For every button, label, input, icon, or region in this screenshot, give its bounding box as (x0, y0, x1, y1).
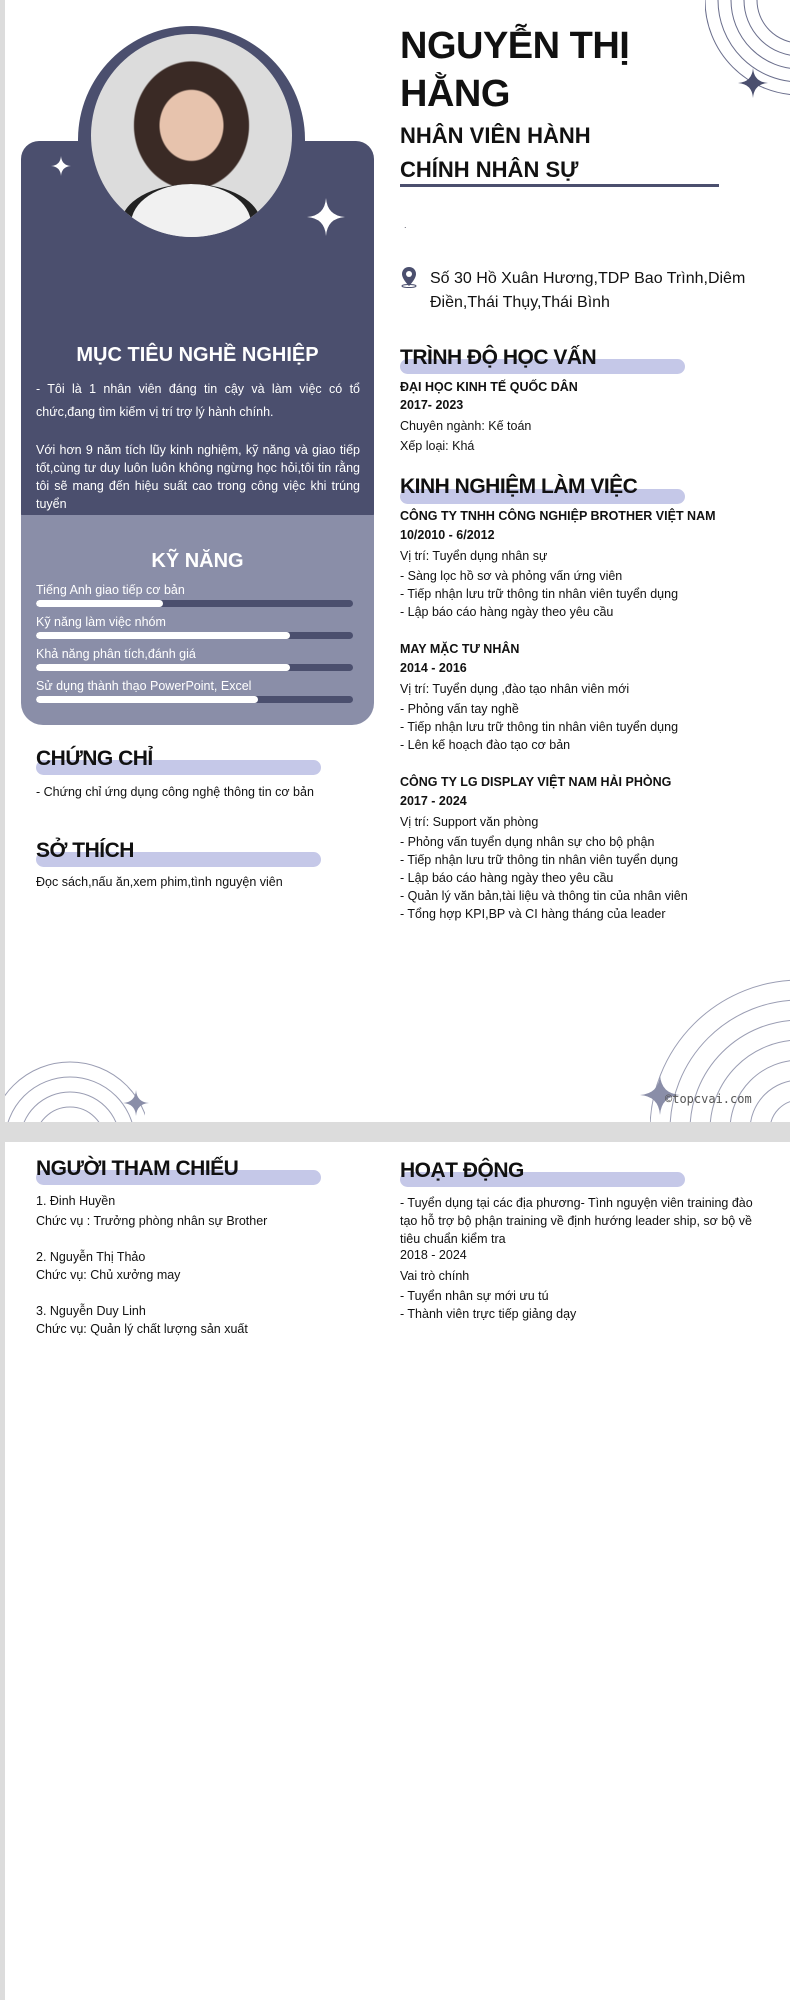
education-major: Chuyên ngành: Kế toán (400, 419, 532, 433)
activities-heading: HOẠT ĐỘNG (400, 1159, 524, 1182)
sparkle-star-icon (123, 1090, 149, 1116)
address-line: Điền,Thái Thụy,Thái Bình (430, 294, 610, 311)
profile-photo (91, 34, 292, 237)
activity-description: - Tuyển dụng tại các địa phương- Tình nguyện viên training đào tạo hỗ trợ bộ phận training về định hướng leader ship, sơ bộ về tiêu chuẩn kiểm tra (400, 1196, 753, 1246)
sparkle-star-icon (738, 68, 768, 98)
job-company: MAY MẶC TƯ NHÂN (400, 642, 520, 656)
skill-bar (36, 696, 353, 703)
activity-item: - Thành viên trực tiếp giảng dạy (400, 1307, 577, 1321)
title-line: NHÂN VIÊN HÀNH (400, 123, 591, 148)
job-period: 10/2010 - 6/2012 (400, 528, 495, 542)
full-name (400, 22, 629, 118)
skills-heading: KỸ NĂNG (151, 550, 244, 572)
reference-position: Chức vụ : Trưởng phòng nhân sự Brother (36, 1214, 268, 1228)
watermark: ©topcvai.com (665, 1092, 752, 1106)
job-duty: - Lập báo cáo hàng ngày theo yêu cầu (400, 605, 614, 619)
job-role: Vị trí: Tuyển dụng nhân sự (400, 549, 548, 563)
activity-role: Vai trò chính (400, 1269, 470, 1283)
objective-heading: MỤC TIÊU NGHỀ NGHIỆP (76, 344, 319, 366)
certificates-heading: CHỨNG CHỈ (36, 747, 153, 770)
job-duty: - Tiếp nhận lưu trữ thông tin nhân viên tuyển dụng (400, 587, 679, 601)
location-pin-icon (400, 266, 418, 288)
title-underline (400, 184, 719, 187)
contact-dot: . (404, 220, 407, 230)
school-name: ĐẠI HỌC KINH TẾ QUỐC DÂN (400, 380, 578, 394)
job-duty: - Phỏng vấn tuyển dụng nhân sự cho bộ phận (400, 835, 655, 849)
job-company: CÔNG TY LG DISPLAY VIỆT NAM HẢI PHÒNG (400, 775, 672, 789)
name-line: NGUYỄN THỊ (400, 25, 630, 67)
skill-bar (36, 600, 353, 607)
title-line: CHÍNH NHÂN SỰ (400, 157, 579, 182)
address (430, 267, 745, 315)
certificate-item: - Chứng chỉ ứng dụng công nghệ thông tin cơ bản (36, 785, 314, 799)
job-duty: - Lập báo cáo hàng ngày theo yêu cầu (400, 871, 614, 885)
activity-years: 2018 - 2024 (400, 1248, 467, 1262)
skill-label: Tiếng Anh giao tiếp cơ bản (36, 583, 185, 597)
skill-label: Kỹ năng làm việc nhóm (36, 615, 166, 629)
job-company: CÔNG TY TNHH CÔNG NGHIỆP BROTHER VIỆT NAM (400, 509, 716, 523)
job-duty: - Tiếp nhận lưu trữ thông tin nhân viên tuyển dụng (400, 720, 679, 734)
hobbies-heading: SỞ THÍCH (36, 839, 134, 862)
job-duty: - Quản lý văn bản,tài liệu và thông tin của nhân viên (400, 889, 688, 903)
sparkle-star-icon (307, 198, 345, 236)
job-duty: - Sàng lọc hồ sơ và phỏng vấn ứng viên (400, 569, 623, 583)
reference-name: 2. Nguyễn Thị Thảo (36, 1250, 146, 1264)
activity-item: - Tuyển nhân sự mới ưu tú (400, 1289, 549, 1303)
education-years: 2017- 2023 (400, 398, 464, 412)
reference-position: Chức vụ: Quản lý chất lượng sản xuất (36, 1322, 248, 1336)
job-duty: - Tiếp nhận lưu trữ thông tin nhân viên tuyển dụng (400, 853, 679, 867)
skill-bar (36, 664, 353, 671)
objective-paragraph-2: Với hơn 9 năm tích lũy kinh nghiệm, kỹ năng và giao tiếp tốt,cùng tư duy luôn luôn không ngừng học hỏi,tôi tin rằng tôi sẽ mang đến hiệu suất cao trong công việc khi trúng tuyển (36, 443, 360, 511)
sparkle-star-icon (51, 156, 71, 176)
job-duty: - Lên kế hoạch đào tạo cơ bản (400, 738, 571, 752)
cv-page-2 (5, 1142, 790, 2000)
address-line: Số 30 Hồ Xuân Hương,TDP Bao Trình,Diêm (430, 270, 746, 287)
objective-paragraph-1: - Tôi là 1 nhân viên đáng tin cậy và làm việc có tổ chức,đang tìm kiếm vị trí trợ lý hành chính. (36, 382, 360, 419)
reference-name: 1. Đinh Huyền (36, 1194, 116, 1208)
job-duty: - Tổng hợp KPI,BP và CI hàng tháng của leader (400, 907, 666, 921)
skill-label: Sử dụng thành thạo PowerPoint, Excel (36, 679, 252, 693)
cv-page-1 (5, 0, 790, 1122)
name-line: HẰNG (400, 73, 510, 115)
skill-bar (36, 632, 353, 639)
education-heading: TRÌNH ĐỘ HỌC VẤN (400, 346, 597, 369)
job-role: Vị trí: Tuyển dụng ,đào tạo nhân viên mới (400, 682, 630, 696)
education-grade: Xếp loại: Khá (400, 439, 475, 453)
job-period: 2014 - 2016 (400, 661, 467, 675)
reference-name: 3. Nguyễn Duy Linh (36, 1304, 146, 1318)
references-heading: NGƯỜI THAM CHIẾU (36, 1157, 239, 1180)
hobbies-text: Đọc sách,nấu ăn,xem phim,tình nguyện viên (36, 875, 283, 889)
experience-heading: KINH NGHIỆM LÀM VIỆC (400, 475, 638, 498)
job-period: 2017 - 2024 (400, 794, 467, 808)
job-role: Vị trí: Support văn phòng (400, 815, 539, 829)
job-duty: - Phỏng vấn tay nghề (400, 702, 519, 716)
job-title (400, 119, 591, 187)
skill-label: Khả năng phân tích,đánh giá (36, 647, 196, 661)
reference-position: Chức vụ: Chủ xưởng may (36, 1268, 181, 1282)
